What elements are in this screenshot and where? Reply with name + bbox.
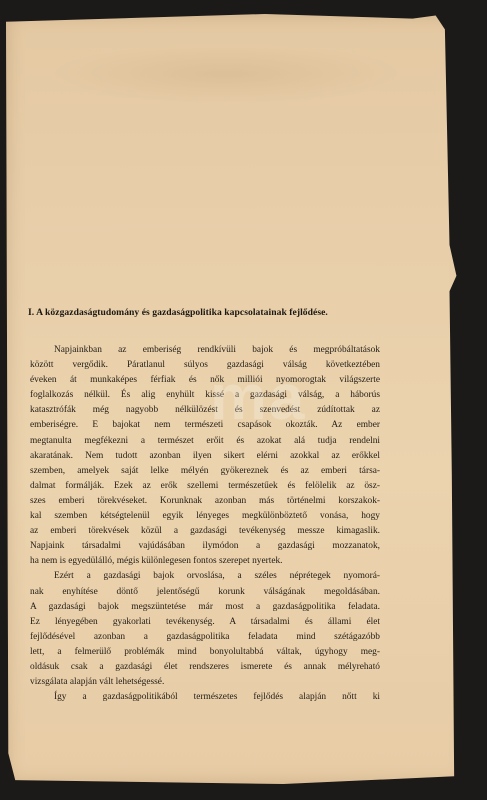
text-line: lett, a felmerülő problémák mind bonyolultabbá váltak, úgyhogy meg- <box>30 646 380 657</box>
text-line: katasztrófák még nagyobb nélkülözést és szenvedést zúdítottak az <box>30 405 380 416</box>
text-line: között vergődik. Páratlanul súlyos gazdasági válság következtében <box>30 360 380 371</box>
text-line: megtanulta megfékezni a természet erőit és azokat alá tudja rendelni <box>30 435 380 446</box>
text-line: foglalkozás nélkül. És alig enyhült kissé a gazdasági válság, a háborús <box>30 390 380 401</box>
text-line: éveken át munkaképes férfiak és nők milliói nyomorogtak világszerte <box>30 375 380 386</box>
text-line: Ezért a gazdasági bajok orvoslása, a széles néprétegek nyomorá- <box>54 571 380 582</box>
paper-stain <box>46 44 406 104</box>
text-line: fejlődésével azonban a gazdaságpolitika feladata mind szétágazóbb <box>30 631 380 642</box>
chapter-heading: I. A közgazdaságtudomány és gazdaságpolitika kapcsolatainak fejlődése. <box>28 307 328 318</box>
body-text <box>30 343 380 705</box>
text-line: emberiségre. E bajokat nem természeti csapások okozták. Az ember <box>30 420 380 431</box>
text-line: az emberi törekvések közül a gazdasági tevékenység messze kimagaslik. <box>30 526 380 537</box>
text-line: akaratának. Nem tudott azonban ilyen sikert elérni azokkal az erőkkel <box>30 450 380 461</box>
text-line: dalmat formálják. Ezek az erők szellemi természetűek és felölelik az ösz- <box>30 480 380 491</box>
text-line: A gazdasági bajok megszüntetése már most a gazdaságpolitika feladata. <box>30 601 380 612</box>
text-line: nak enyhítése döntő jelentőségű korunk válságának megoldásában. <box>30 586 380 597</box>
text-line: szemben, amelyek saját lelke mélyén gyökereznek és az emberi társa- <box>30 465 380 476</box>
text-line: oldásuk csak a gazdasági élet rendszeres ismerete és annak mélyreható <box>30 661 380 672</box>
text-line: szes emberi törekvéseket. Korunknak azonban más történelmi korszakok- <box>30 495 380 506</box>
text-line: ha nem is egyedülálló, mégis különlegesen fontos szerepet nyertek. <box>30 556 283 567</box>
watermark-logo: ma <box>210 361 307 433</box>
text-line: Így a gazdaságpolitikából természetes fejlődés alapján nőtt ki <box>54 692 380 703</box>
text-line: Ez lényegében gyakorlati tevékenység. A társadalmi és állami élet <box>30 616 380 627</box>
text-line: vizsgálata alapján vált lehetségessé. <box>30 677 165 688</box>
text-line: Napjaink társadalmi vajúdásában ilymódon a gazdasági mozzanatok, <box>30 541 380 552</box>
text-line: kal szemben kétségtelenül egyik lényeges megkülönböztető vonása, hogy <box>30 511 380 522</box>
text-line: Napjainkban az emberiség rendkívüli bajok és megpróbáltatások <box>54 345 380 355</box>
